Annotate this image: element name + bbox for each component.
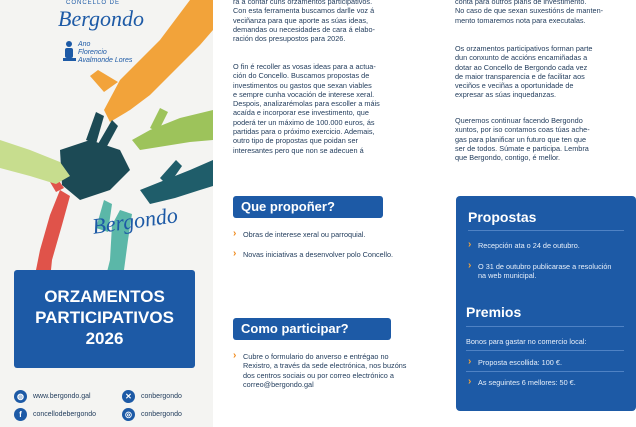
text-line: gas para planificar un futuro que ten que [455,134,587,144]
text-line: conta para outros plans de investimento. [455,0,587,6]
ano-line: Avalmonde Lores [78,57,133,64]
cover-title-line: ORZAMENTOS [44,287,165,306]
text-line: expresar as súas inquedanzas. [455,90,557,100]
text-line: Queremos continuar facendo Bergondo [455,116,583,125]
text-line: acaída e incorporar ese investimento, que [233,108,369,118]
social-twitter-label: conbergondo [141,393,182,400]
panel3-future-paragraph [455,116,590,162]
social-facebook[interactable] [14,408,96,421]
propostas-item: › O 31 de outubro publicarase a resolución na web municipal. [468,262,618,281]
proponer-item: › Obras de interese xeral ou parroquial. [233,230,423,239]
propostas-heading: Propostas [468,209,537,225]
text-line: dun conxunto de accións encamiñadas a [455,53,588,63]
social-web[interactable] [14,390,91,403]
logo-bergondo: Bergondo [58,6,144,31]
social-twitter[interactable] [122,390,182,403]
propostas-item: › Recepción ata o 24 de outubro. [468,241,628,250]
intro-paragraph [233,0,375,43]
social-instagram-label: conbergondo [141,411,182,418]
logo-line1: CONCELLO DE [66,0,121,6]
social-instagram[interactable] [122,408,182,421]
divider [466,371,624,372]
instagram-icon: ◎ [122,408,135,421]
divider [466,326,624,327]
text-line: de maior transparencia e de facilitar aos [455,71,585,81]
social-facebook-label: concellodebergondo [33,411,97,418]
proponer-item: › Novas iniciativas a desenvolver polo Concello. [233,250,413,259]
text-line: que Bergondo, contigo, é mellor. [455,153,561,163]
text-line: veciñanza para que aporte as súas ideas, [233,15,369,25]
premios-item: › Proposta escollida: 100 €. [468,358,628,367]
text-line: No caso de que sexan suxestións de manten- [455,6,604,16]
text-line: investimentos ou gastos que sexan viables [233,80,372,90]
participar-item: › Cubre o formulario do anverso e entrégao no Rexistro, a través da sede electrónica, nos buzóns dos centros sociais ou por correo electrónico a correo@bergondo.gal [233,352,408,389]
divider [466,350,624,351]
cover-title-line: PARTICIPATIVOS [35,308,174,327]
text-line: veciños e veciñas a oportunidade de [455,81,574,91]
text-line: mento tomaremos nota para executalas. [455,15,586,25]
propostas-premios-box [456,196,636,411]
facebook-icon: f [14,408,27,421]
text-line: ser de todos. Súmate e participa. Lembra [455,143,589,153]
text-line: Despois, analizarémolas para escoller a máis [233,99,380,109]
text-line: Os orzamentos participativos forman parte [455,44,593,53]
aim-paragraph [233,62,380,155]
cover-title-box [14,270,195,368]
text-line: O fin é recoller as vosas ideas para a actua- [233,62,376,71]
text-line: ción do Concello. Buscamos propostas de [233,71,370,81]
ano-line: Ano [78,41,91,48]
panel3-transparency-paragraph [455,44,592,100]
text-line: xuntos, por iso contamos coas túas ache- [455,125,590,135]
x-icon: ✕ [122,390,135,403]
text-line: ra a contar cuns orzamentos participativos. [233,0,373,6]
globe-icon: ◍ [14,390,27,403]
text-line: interesantes pero que non se adecuen á [233,145,364,155]
que-proponer-heading: Que propoñer? [233,196,383,218]
cover-title-line: 2026 [85,329,124,348]
cover-panel [0,0,213,427]
text-line: poderá ter un máximo de 100.000 euros, ás [233,117,375,127]
panel3-top-paragraph [455,0,603,25]
ano-line: Florencio [78,49,107,56]
text-line: Con esta ferramenta buscamos darlle voz á [233,6,375,16]
text-line: demandas ou necesidades de cara á elabo- [233,24,375,34]
divider [468,230,624,231]
premios-heading: Premios [466,304,522,320]
text-line: e sempre cunha vocación de interese xeral. [233,89,375,99]
premios-intro: Bonos para gastar no comercio local: [466,337,587,346]
text-line: dotar ao Concello de Bergondo cada vez [455,62,588,72]
social-web-label: www.bergondo.gal [33,393,91,400]
como-participar-heading: Como participar? [233,318,391,340]
text-line: outro tipo de propostas que poidan ser [233,136,358,146]
premios-item: › As seguintes 6 mellores: 50 €. [468,378,628,387]
info-panel [213,0,425,427]
bergondo-signature: Bergondo [90,202,180,239]
text-line: ración dos presupostos para 2026. [233,34,346,44]
text-line: partidas para o próximo exercicio. Ademais, [233,127,375,137]
